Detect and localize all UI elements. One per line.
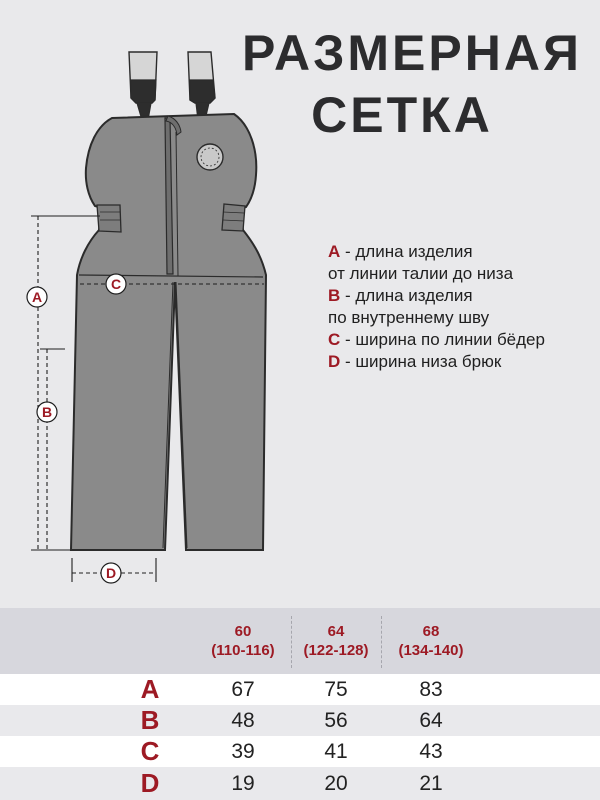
table-cell: 83 [419,677,443,701]
table-cell: 64 [419,708,443,732]
title-line-1: РАЗМЕРНАЯ [242,25,582,81]
header-size: 68 [422,623,440,640]
legend-item-d [328,351,588,373]
legend-item-a-line-2: от линии талии до низа [328,264,514,283]
legend-letter: B [328,286,341,305]
legend-letter: C [328,330,341,349]
legend-item-a [328,241,588,263]
table-header [0,608,600,674]
table-cell: 48 [231,708,255,732]
legend-text: - длина изделия [340,286,473,305]
table-cell: 21 [419,771,443,795]
legend-letter: D [328,352,341,371]
table-cell: 56 [324,708,348,732]
svg-text:B: B [41,404,53,420]
table-row [0,736,600,767]
svg-text:A: A [31,289,43,305]
page-title [242,22,582,146]
straps [129,52,215,120]
header-range: (110-116) [211,642,275,659]
header-range: (134-140) [398,642,464,659]
dimension-label-d [101,563,121,583]
title-line-2: СЕТКА [311,87,493,143]
table-row [0,674,600,705]
svg-text:C: C [110,276,122,292]
header-size: 64 [327,623,345,640]
row-label: C [140,736,160,766]
legend-item-c [328,329,588,351]
table-cell: 19 [231,771,255,795]
table-cell: 20 [324,771,348,795]
table-row [0,767,600,800]
header-size-60 [195,608,291,674]
table-cell: 43 [419,739,443,763]
row-label: B [140,705,160,735]
dimension-label-b [37,402,57,422]
legend-text: - ширина по линии бёдер [340,330,545,349]
dimension-label-c [106,274,126,294]
legend-letter: A [328,242,341,261]
header-range: (122-128) [303,642,369,659]
legend-text: - длина изделия [340,242,473,261]
table-cell: 39 [231,739,255,763]
legend-text: - ширина низа брюк [340,352,502,371]
legend-item-b [328,285,588,307]
table-cell: 75 [324,677,348,701]
header-size-68 [381,608,481,674]
row-label: D [140,768,160,798]
svg-text:D: D [105,565,117,581]
header-size-64 [291,608,381,674]
row-label: A [140,674,160,704]
dimension-label-a [27,287,47,307]
size-table [0,608,600,800]
table-row [0,705,600,736]
header-size: 60 [234,623,252,640]
table-cell: 41 [324,739,348,763]
garment-body [71,114,266,550]
legend-item-b-line-2: по внутреннему шву [328,308,490,327]
table-cell: 67 [231,677,255,701]
legend [328,241,588,373]
